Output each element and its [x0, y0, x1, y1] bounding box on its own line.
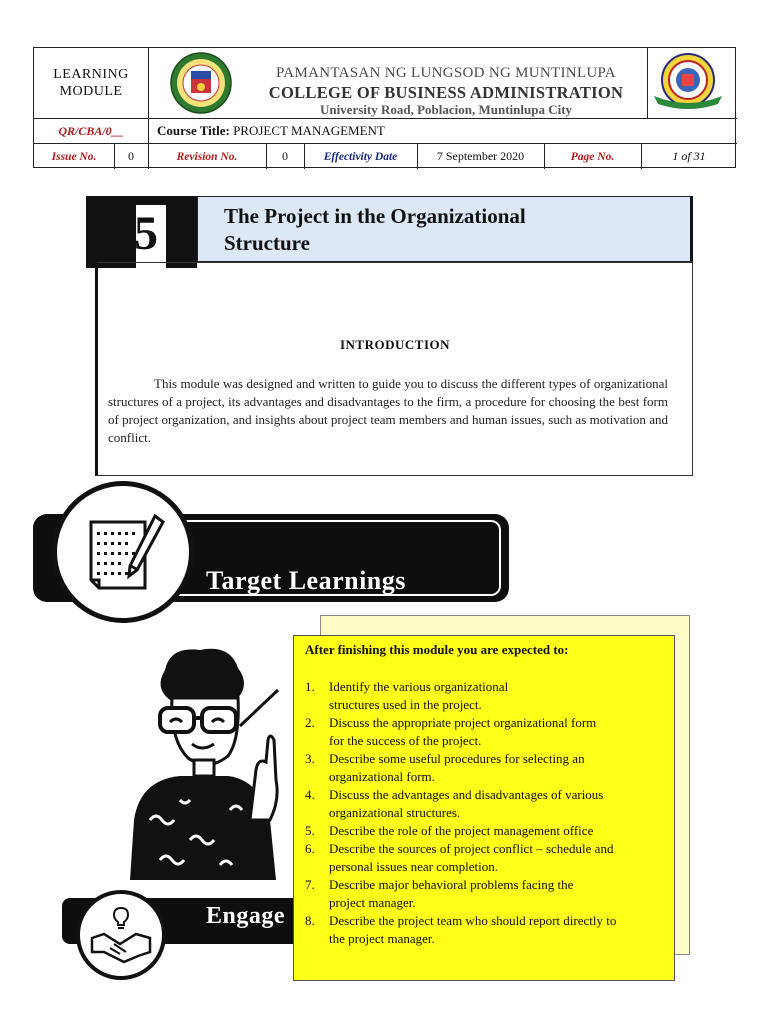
objective-item: 2. Discuss the appropriate project organizational form for the success of the project. [305, 715, 597, 748]
document-header [33, 47, 736, 168]
effectivity-value: 7 September 2020 [436, 149, 525, 163]
introduction-paragraph: This module was designed and written to guide you to discuss the different types of organizational structures of a project, its advantages and disadvantages to the firm, a procedure for choosing the best form of project organization, and insights about project team members and human issues, such as motivation and conflict. [108, 376, 668, 445]
university-seal-logo [169, 51, 233, 115]
objectives-heading: After finishing this module you are expected to: [305, 642, 569, 657]
module-label-line1: LEARNING [53, 67, 129, 82]
module-label-line2: MODULE [59, 84, 123, 99]
student-illustration [110, 640, 310, 880]
objective-item: 5. Describe the role of the project management office [305, 823, 594, 838]
objective-item: 3. Describe some useful procedures for selecting an organizational form. [305, 751, 585, 784]
target-learnings-title: Target Learnings [206, 566, 406, 595]
target-learnings-badge [52, 481, 194, 623]
introduction-heading: INTRODUCTION [339, 337, 450, 352]
university-name: PAMANTASAN NG LUNGSOD NG MUNTINLUPA [276, 65, 616, 81]
college-name: COLLEGE OF BUSINESS ADMINISTRATION [268, 83, 624, 102]
effectivity-label: Effectivity Date [323, 150, 398, 163]
objective-item: 6. Describe the sources of project conflict – schedule and personal issues near completion. [305, 841, 614, 874]
course-title-label: Course Title: [157, 123, 230, 138]
introduction-text [108, 375, 668, 447]
objective-item: 8. Describe the project team who should report directly to the project manager. [305, 913, 617, 946]
course-title: PROJECT MANAGEMENT [233, 123, 385, 138]
issue-value: 0 [128, 149, 134, 163]
course-title-row [157, 119, 385, 143]
introduction-box [95, 262, 693, 476]
objectives-box [293, 635, 675, 981]
issue-label: Issue No. [51, 150, 97, 163]
objectives-list [305, 678, 655, 948]
objective-item: 4. Discuss the advantages and disadvantages of various organizational structures. [305, 787, 604, 820]
chapter-title-box [197, 196, 693, 262]
chapter-title-line1: The Project in the Organizational [224, 204, 526, 228]
engage-badge [76, 890, 166, 980]
document-code: QR/CBA/0__ [58, 123, 124, 138]
engage-title: Engage [206, 903, 286, 929]
chapter-number: 5 [134, 207, 158, 260]
college-seal-logo [648, 52, 728, 114]
objective-item: 7. Describe major behavioral problems facing the project manager. [305, 877, 574, 910]
checklist-icon [57, 486, 189, 618]
page-label: Page No. [570, 150, 615, 163]
revision-label: Revision No. [176, 150, 238, 163]
objective-item: 1. Identify the various organizational structures used in the project. [305, 679, 509, 712]
module-label [34, 48, 148, 118]
handshake-icon [80, 894, 162, 976]
revision-value: 0 [282, 149, 288, 163]
page-value: 1 of 31 [672, 149, 706, 163]
chapter-title-line2: Structure [224, 231, 310, 255]
university-address: University Road, Poblacion, Muntinlupa City [319, 102, 573, 117]
